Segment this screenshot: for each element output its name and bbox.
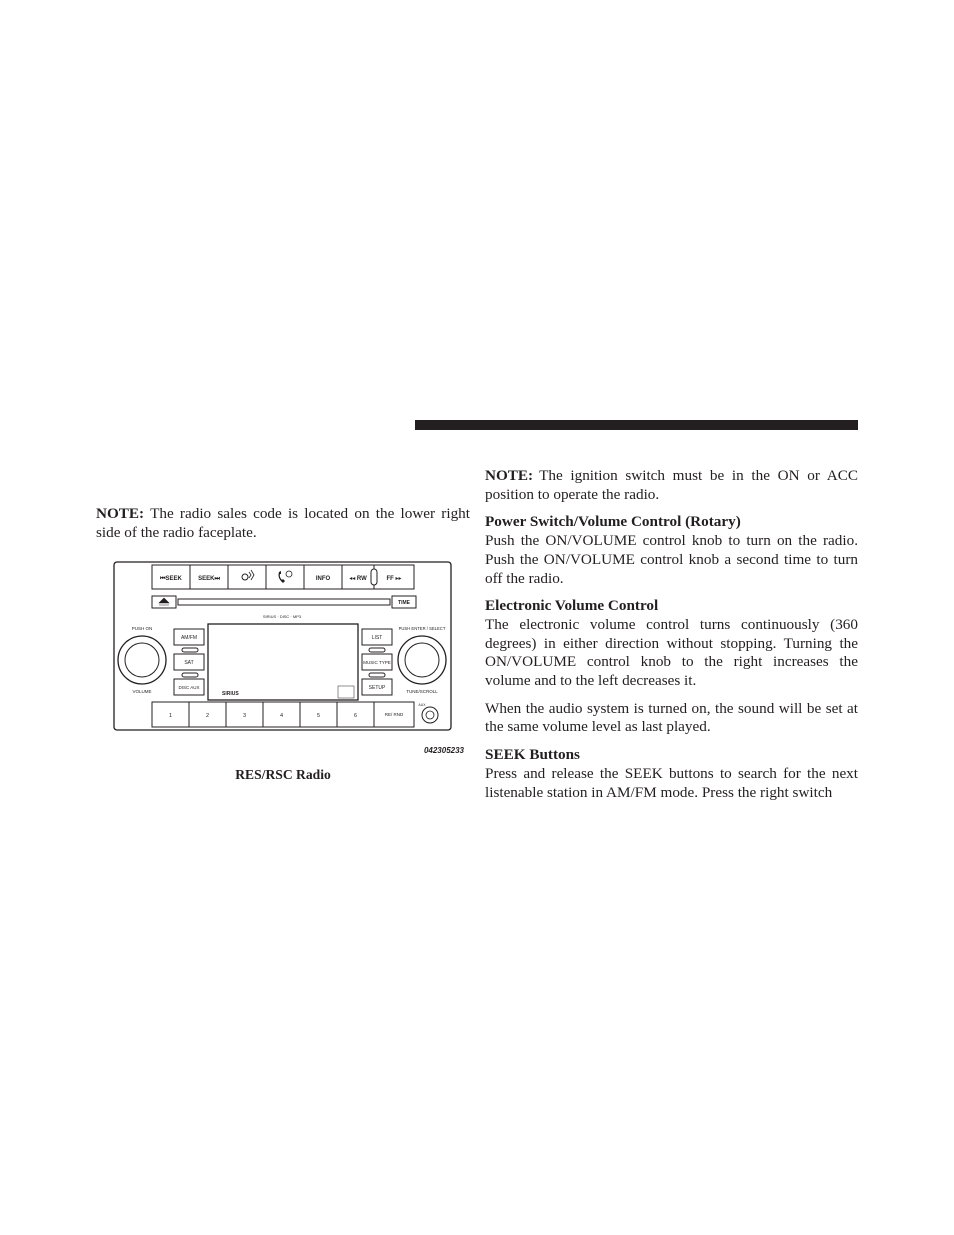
- music-type-label: MUSIC TYPE: [363, 660, 391, 665]
- aux-label: AUX: [418, 703, 426, 707]
- note-text: The radio sales code is located on the lower right side of the radio faceplate.: [96, 505, 470, 541]
- am-fm-label: AM/FM: [180, 635, 198, 641]
- setup-label: SETUP: [368, 685, 386, 691]
- radio-sales-code-note: [96, 505, 470, 542]
- figure-image-id: 042305233: [423, 746, 464, 755]
- preset-label-1: 1: [168, 713, 173, 719]
- aux-jack-inner: [426, 711, 434, 719]
- note-text: The ignition switch must be in the ON or ACC position to operate the radio.: [485, 467, 858, 503]
- preset-label-2: 2: [205, 713, 210, 719]
- preset-label-3: 3: [242, 713, 247, 719]
- sirius-logo: SIRIUS: [222, 691, 239, 697]
- section-body-last-volume: When the audio system is turned on, the sound will be set at the same volume level as last played.: [485, 699, 858, 736]
- preset-label-6: 6: [353, 713, 358, 719]
- volume-knob-inner: [125, 643, 159, 677]
- rw-label: ◂◂ RW: [349, 576, 367, 582]
- left-column: [96, 505, 470, 542]
- radio-figure: [112, 560, 468, 758]
- voice-button: [228, 565, 266, 589]
- right-knob-top-label: PUSH ENTER / SELECT: [398, 626, 446, 631]
- top-button-row: [152, 565, 414, 589]
- list-music-divider: [369, 648, 385, 652]
- sat-label: SAT: [184, 660, 194, 666]
- tune-knob-inner: [405, 643, 439, 677]
- figure-caption: RES/RSC Radio: [235, 767, 331, 782]
- time-label: TIME: [398, 600, 410, 606]
- section-header-bar: [415, 420, 858, 430]
- display-screen: [208, 624, 358, 700]
- section-heading-volume: Electronic Volume Control: [485, 597, 659, 615]
- left-knob-top-label: PUSH ON: [131, 626, 153, 631]
- section-body-volume: The electronic volume control turns continuously (360 degrees) in either direction without stopping. Turning the ON/VOLUME control knob to the right increases the volume and to the left decreases it.: [485, 615, 858, 690]
- ignition-note: [485, 467, 858, 504]
- section-heading-power: Power Switch/Volume Control (Rotary): [485, 513, 741, 531]
- disc-slot: [178, 599, 390, 605]
- note-label: NOTE:: [96, 505, 145, 522]
- radio-faceplate-illustration: [112, 560, 468, 758]
- list-label: LIST: [371, 635, 383, 641]
- music-setup-divider: [369, 673, 385, 677]
- right-column: [485, 467, 858, 802]
- preset-label-5: 5: [316, 713, 321, 719]
- random-label: RE/ RND: [384, 712, 404, 717]
- preset-label-4: 4: [279, 713, 284, 719]
- info-label: INFO: [315, 576, 331, 582]
- sat-disc-divider: [182, 673, 198, 677]
- note-label: NOTE:: [485, 467, 534, 484]
- ff-label: FF ▸▸: [386, 576, 402, 582]
- disc-slot-label: SIRIUS · DISC · MP3: [262, 614, 302, 619]
- section-heading-seek: SEEK Buttons: [485, 746, 580, 764]
- phone-button: [266, 565, 304, 589]
- right-knob-bottom-label: TUNE/SCROLL: [406, 689, 438, 694]
- seek-down-label: ⏮SEEK: [160, 576, 182, 582]
- disc-aux-label: DISC AUX: [178, 685, 200, 690]
- section-body-power: Push the ON/VOLUME control knob to turn on the radio. Push the ON/VOLUME control knob a second time to turn off the radio.: [485, 532, 858, 587]
- preset-button-row: [152, 702, 414, 727]
- left-knob-bottom-label: VOLUME: [132, 689, 152, 694]
- section-body-seek: Press and release the SEEK buttons to search for the next listenable station in AM/FM mode. Press the right switch: [485, 764, 858, 801]
- rw-ff-divider-pill: [371, 569, 377, 585]
- am-fm-sat-divider: [182, 648, 198, 652]
- seek-up-label: SEEK⏭: [198, 576, 220, 582]
